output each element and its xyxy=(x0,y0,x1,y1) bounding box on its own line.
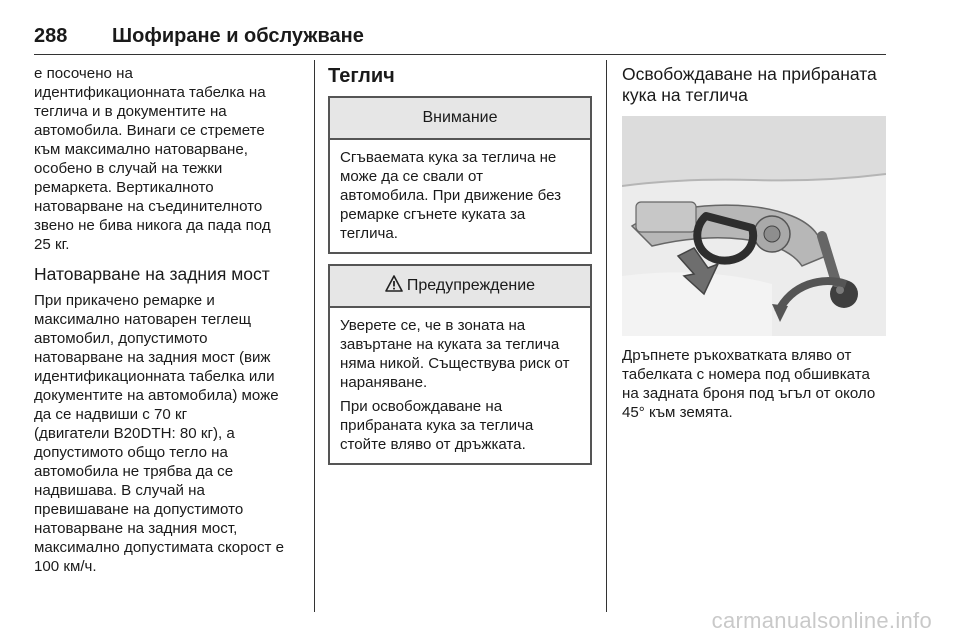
figure-caption: Дръпнете ръкохватката вляво от табелката с номера под обшивката на задната броня под ъгъл от около 45° към земята. xyxy=(622,347,876,421)
section-heading: Натоварване на задния мост xyxy=(34,264,270,284)
page-number: 288 xyxy=(34,25,68,47)
watermark: carmanualsonline.info xyxy=(711,608,932,633)
warning-box xyxy=(328,264,592,465)
warning-body xyxy=(330,308,590,463)
section-heading: Освобождаване на прибраната кука на теглича xyxy=(622,64,877,105)
body-paragraph: При прикачено ремарке и максимално натоварен теглещ автомобил, допустимото натоварване на задния мост (виж идентификационната табелка или документите на автомобила) може да се надвиши с 70 кг (двигатели B20DTH: 80 кг), а допустимото общо тегло на автомобила не трябва да се надвишава. В случай на превишаване на допустимото натоварване на задния мост, максимално допустимата скорост е 100 км/ч. xyxy=(34,292,284,575)
notice-box xyxy=(328,96,592,254)
notice-label: Внимание xyxy=(422,109,498,126)
warning-label: Предупреждение xyxy=(406,277,536,294)
column-right xyxy=(622,64,890,422)
body-paragraph: е посочено на идентификационната табелка на теглича и в документите на автомобила. Винаги се стремете към максимално натоварване, особено в случай на тежки ремаркета. Вертикалното натоварване на съединителното звено не бива никога да пада под 25 кг. xyxy=(34,65,271,253)
warning-header xyxy=(330,266,590,308)
notice-body xyxy=(330,140,590,252)
column-left xyxy=(34,64,304,576)
chapter-title: Шофиране и обслужване xyxy=(112,25,364,47)
column-middle xyxy=(328,64,592,475)
towbar-drawing xyxy=(622,116,886,336)
notice-header xyxy=(330,98,590,140)
column-divider xyxy=(606,60,607,612)
notice-text: Сгъваемата кука за теглича не може да се свали от автомобила. При движение без ремарке сгънете куката за теглича. xyxy=(340,149,562,242)
section-title: Теглич xyxy=(328,65,395,87)
towbar-illustration xyxy=(622,116,886,336)
page-header xyxy=(34,22,886,55)
column-divider xyxy=(314,60,315,612)
warning-triangle-icon xyxy=(385,275,403,297)
warning-text: При освобождаване на прибраната кука за теглича стойте вляво от дръжката. xyxy=(340,398,534,453)
warning-text: Уверете се, че в зоната на завъртане на куката за теглича няма никой. Съществува риск от нараняване. xyxy=(340,317,570,391)
